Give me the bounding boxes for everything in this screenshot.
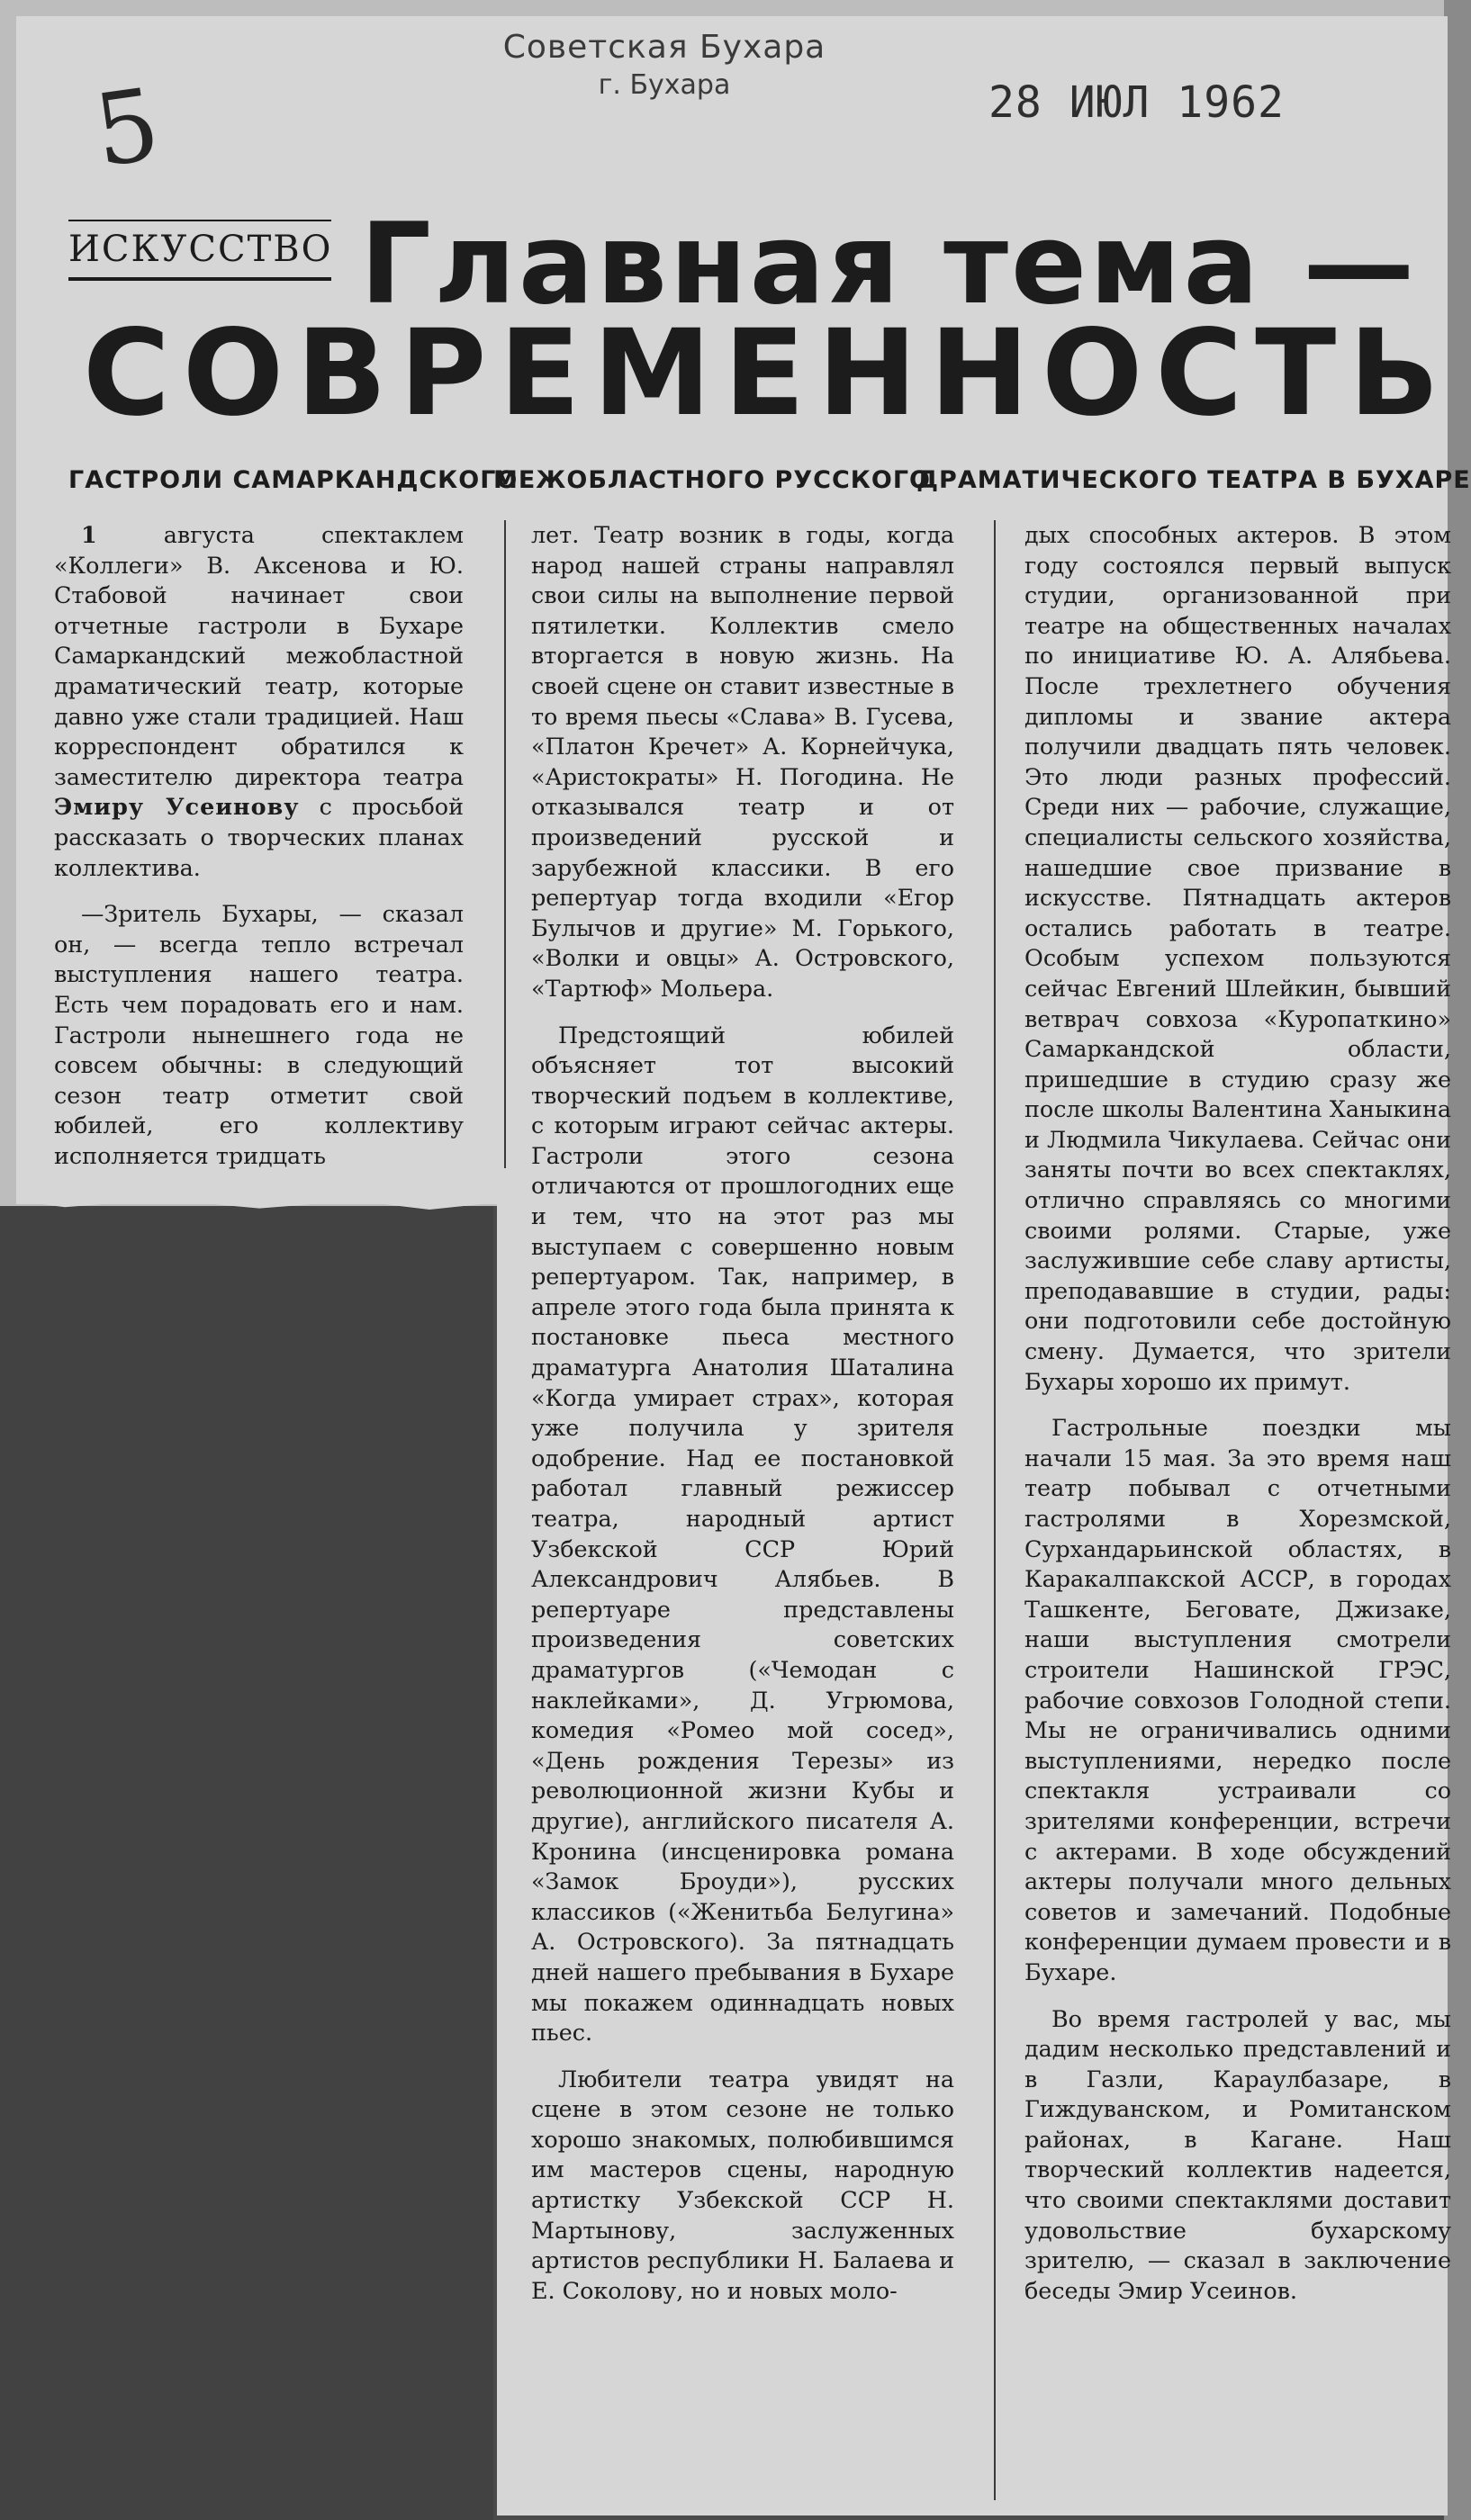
article-paragraph: Предстоящий юбилей объясняет тот высокий творческий подъем в коллективе, с которым играют сейчас актеры. Гастроли этого сезона отличаются от прошлогодних еще и тем, что на этот раз мы выступаем с совершенно новым репертуаром. Так, например, в апреле этого года была принята к постановке пьеса местного драматурга Анатолия Шаталина «Когда умирает страх», которая уже получила у зрителя одобрение. Над ее постановкой работал главный режиссер театра, народный артист Узбекской ССР Юрий Александрович Алябьев. В репертуаре представлены произведения советских драматургов («Чемодан с наклейками», Д. Угрюмова, комедия «Ромео мой сосед», «День рождения Терезы» из революционной жизни Кубы и другие), английского писателя А. Кронина (инсценировка романа «Замок Броуди»), русских классиков («Женитьба Белугина» А. Островского). За пятнадцать дней нашего пребывания в Бухаре мы покажем одиннадцать новых пьес. <box>531 1021 954 2047</box>
article-paragraph: —Зритель Бухары, — сказал он, — всегда тепло встречал выступления нашего театра. Есть чем порадовать его и нам. Гастроли нынешнего года не совсем обычны: в следующий сезон театр отметит свой юбилей, его коллективу исполняется тридцать <box>54 900 464 1169</box>
subheadline-part-2: МЕЖОБЛАСТНОГО РУССКОГО <box>493 466 931 494</box>
rubric-rule-bottom <box>68 277 331 281</box>
rubric-label: ИСКУССТВО <box>68 229 333 270</box>
paragraph-text: августа спектаклем «Коллеги» В. Аксенова и Ю. Стабовой начинает свои отчетные гастроли в Бухаре Самаркандский межобластной драматический театр, которые давно уже стали традицией. Наш корреспондент обратился к заместителю директора театра <box>54 521 464 790</box>
paragraph-text: с просьбой рассказать о творческих планах коллектива. <box>54 793 464 881</box>
article-paragraph <box>54 520 464 883</box>
article-paragraph: Любители театра увидят на сцене в этом сезоне не только хорошо знакомых, полюбившимся им мастеров сцены, народную артистку Узбекской ССР Н. Мартынову, заслуженных артистов республики Н. Балаева и Е. Соколову, но и новых моло- <box>531 2065 954 2304</box>
handwritten-page-number: 5 <box>87 66 167 190</box>
interviewee-name: Эмиру Усеинову <box>54 793 300 821</box>
article-column-2 <box>531 520 954 2306</box>
scan-background-dark <box>0 1206 493 2520</box>
column-rule-2 <box>994 520 996 2500</box>
date-stamp: 28 ИЮЛ 1962 <box>988 77 1285 128</box>
article-paragraph: дых способных актеров. В этом году состоялся первый выпуск студии, организованной при театре на общественных началах по инициативе Ю. А. Алябьева. После трехлетнего обучения дипломы и звание актера получили двадцать пять человек. Это люди разных профессий. Среди них — рабочие, служащие, специалисты сельского хозяйства, нашедшие свое призвание в искусстве. Пятнадцать актеров остались работать в театре. Особым успехом пользуются сейчас Евгений Шлейкин, бывший ветврач совхоза «Куропаткино» Самаркандской области, пришедшие в студию сразу же после школы Валентина Ханыкина и Людмила Чикулаева. Сейчас они заняты почти во всех спектаклях, отлично справляясь со многими своими ролями. Старые, уже заслужившие себе славу артисты, преподававшие в студии, рады: они подготовили себе достойную смену. Думается, что зрители Бухары хорошо их примут. <box>1024 521 1451 1395</box>
stamp-newspaper-name: Советская Бухара <box>502 29 826 66</box>
lead-number: 1 <box>81 521 97 548</box>
column-rule-1 <box>504 520 506 1168</box>
headline-line-1: Главная тема — <box>360 200 1418 329</box>
article-column-1 <box>54 520 464 1171</box>
subheadline-part-1: ГАСТРОЛИ САМАРКАНДСКОГО <box>68 466 519 494</box>
article-paragraph: лет. Театр возник в годы, когда народ нашей страны направлял свои силы на выполнение первой пятилетки. Коллектив смело вторгается в новую жизнь. На своей сцене он ставит известные в то время пьесы «Слава» В. Гусева, «Платон Кречет» А. Корнейчука, «Аристократы» Н. Погодина. Не отказывался театр и от произведений русской и зарубежной классики. В его репертуар тогда входили «Егор Булычов и другие» М. Горького, «Волки и овцы» А. Островского, «Тартюф» Мольера. <box>531 521 954 1002</box>
stamp-city: г. Бухара <box>598 69 731 101</box>
article-paragraph: Во время гастролей у вас, мы дадим несколько представлений и в Газли, Караулбазаре, в Гиждуванском, и Ромитанском районах, в Кагане. Наш творческий коллектив надеется, что своими спектаклями доставит удовольствие бухарскому зрителю, — сказал в заключение беседы Эмир Усеинов. <box>1024 2004 1451 2304</box>
headline-line-2: СОВРЕМЕННОСТЬ <box>83 304 1452 443</box>
subheadline-part-3: ДРАМАТИЧЕСКОГО ТЕАТРА В БУХАРЕ <box>916 466 1471 494</box>
article-paragraph: Гастрольные поездки мы начали 15 мая. За это время наш театр побывал с отчетными гастролями в Хорезмской, Сурхандарьинской областях, в Каракалпакской АССР, в городах Ташкенте, Беговате, Джизаке, наши выступления смотрели строители Нашинской ГРЭС, рабочие совхозов Голодной степи. Мы не ограничивались одними выступлениями, нередко после спектакля устраивали со зрителями конференции, встречи с актерами. В ходе обсуждений актеры получали много дельных советов и замечаний. Подобные конференции думаем провести и в Бухаре. <box>1024 1414 1451 1985</box>
newspaper-stamp <box>475 29 853 101</box>
article-column-3 <box>1024 520 1451 2306</box>
rubric-rule-top <box>68 220 331 221</box>
